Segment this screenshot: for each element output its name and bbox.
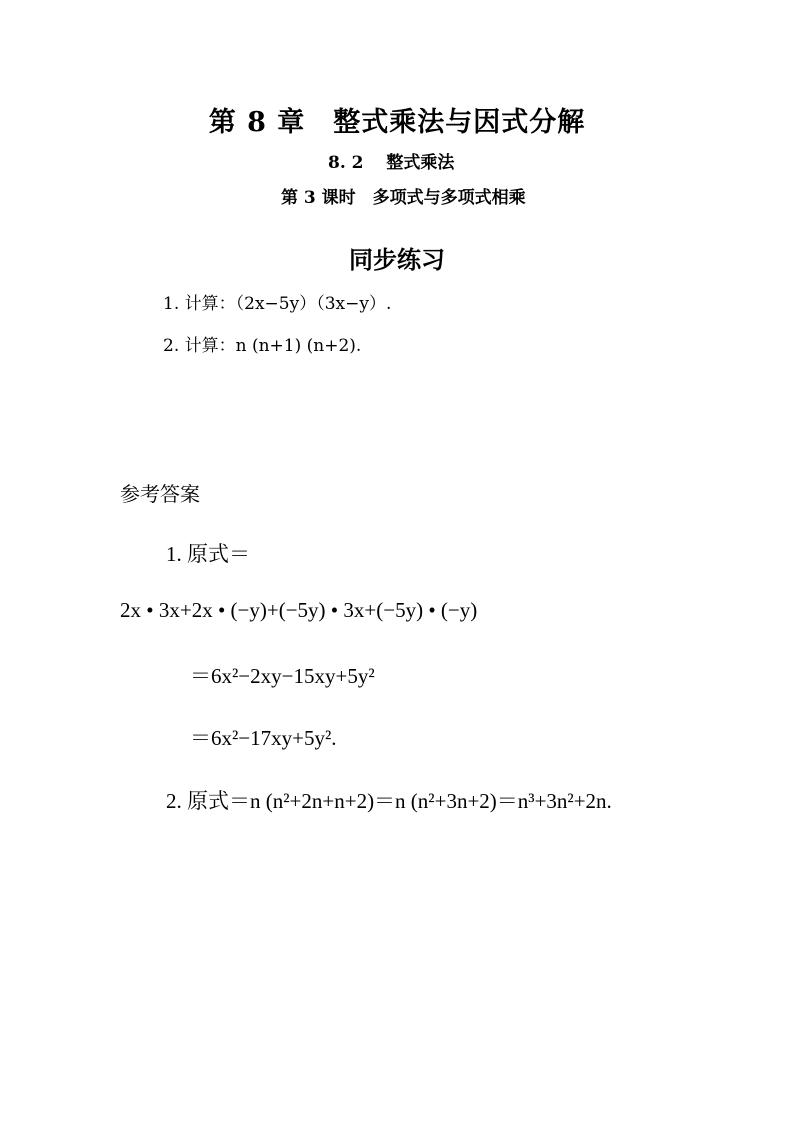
answer-1-step-3: ＝6x²−17xy+5y². [190, 726, 337, 750]
answer-1-start: 1. 原式＝ [166, 542, 250, 566]
practice-heading: 同步练习 [349, 245, 445, 274]
section-title: 8. 2 整式乘法 [328, 153, 455, 173]
answers-heading: 参考答案 [120, 482, 200, 506]
question-2: 2. 计算：n (n+1) (n+2). [163, 336, 362, 356]
chapter-title: 第 8 章 整式乘法与因式分解 [208, 107, 586, 138]
lesson-title: 第 3 课时 多项式与多项式相乘 [281, 188, 526, 208]
answer-2: 2. 原式＝n (n²+2n+n+2)＝n (n²+3n+2)＝n³+3n²+2n. [166, 789, 612, 813]
answer-1-step-1: 2x • 3x+2x • (−y)+(−5y) • 3x+(−5y) • (−y) [120, 598, 478, 622]
question-1: 1. 计算：（2x−5y）（3x−y）. [163, 294, 392, 314]
answer-1-step-2: ＝6x²−2xy−15xy+5y² [190, 664, 375, 688]
